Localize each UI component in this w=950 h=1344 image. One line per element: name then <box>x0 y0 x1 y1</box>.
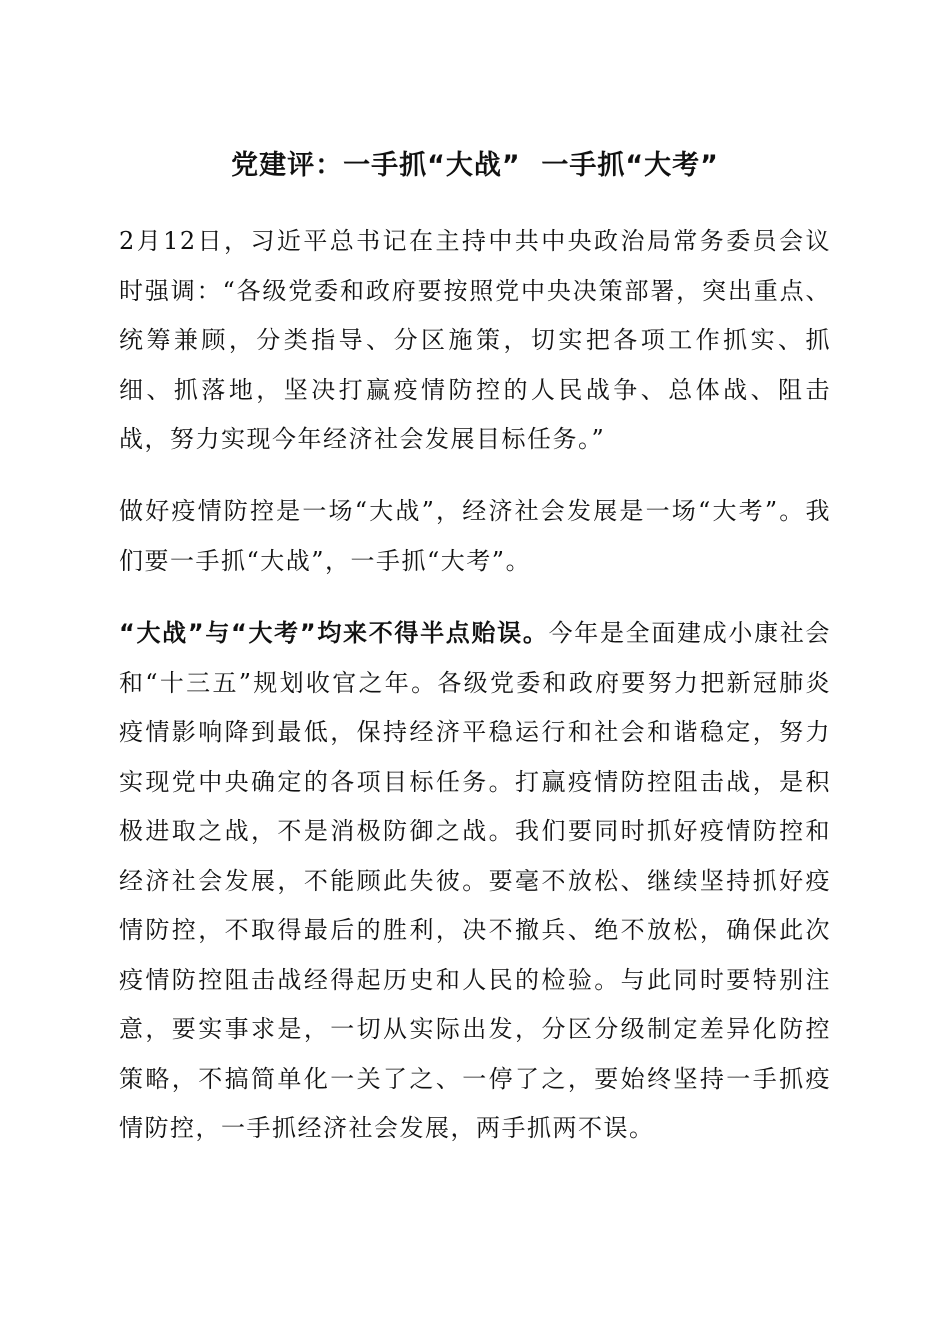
paragraph-1-text: 2月12日，习近平总书记在主持中共中央政治局常务委员会议时强调：“各级党委和政府要按照党中央决策部署，突出重点、统筹兼顾，分类指导、分区施策，切实把各项工作抓实、抓细、抓落地，坚决打赢疫情防控的人民战争、总体战、阻击战，努力实现今年经济社会发展目标任务。” <box>119 227 831 453</box>
article-title: 党建评：一手抓“大战” 一手抓“大考” <box>231 150 719 181</box>
paragraph-3-text: 今年是全面建成小康社会和“十三五”规划收官之年。各级党委和政府要努力把新冠肺炎疫情影响降到最低，保持经济平稳运行和社会和谐稳定，努力实现党中央确定的各项目标任务。打赢疫情防控阻击战，是积极进取之战，不是消极防御之战。我们要同时抓好疫情防控和经济社会发展，不能顾此失彼。要毫不放松、继续坚持抓好疫情防控，不取得最后的胜利，决不撤兵、绝不放松，确保此次疫情防控阻击战经得起历史和人民的检验。与此同时要特别注意，要实事求是，一切从实际出发，分区分级制定差异化防控策略，不搞简单化一关了之、一停了之，要始终坚持一手抓疫情防控，一手抓经济社会发展，两手抓两不误。 <box>119 619 832 1142</box>
paragraph-2 <box>119 487 831 586</box>
paragraph-2-text: 做好疫情防控是一场“大战”，经济社会发展是一场“大考”。我们要一手抓“大战”，一手抓“大考”。 <box>119 497 831 575</box>
paragraph-3-lead: “大战”与“大考”均来不得半点贻误。 <box>119 619 549 647</box>
paragraph-3 <box>119 609 831 1154</box>
paragraph-1 <box>119 217 831 465</box>
